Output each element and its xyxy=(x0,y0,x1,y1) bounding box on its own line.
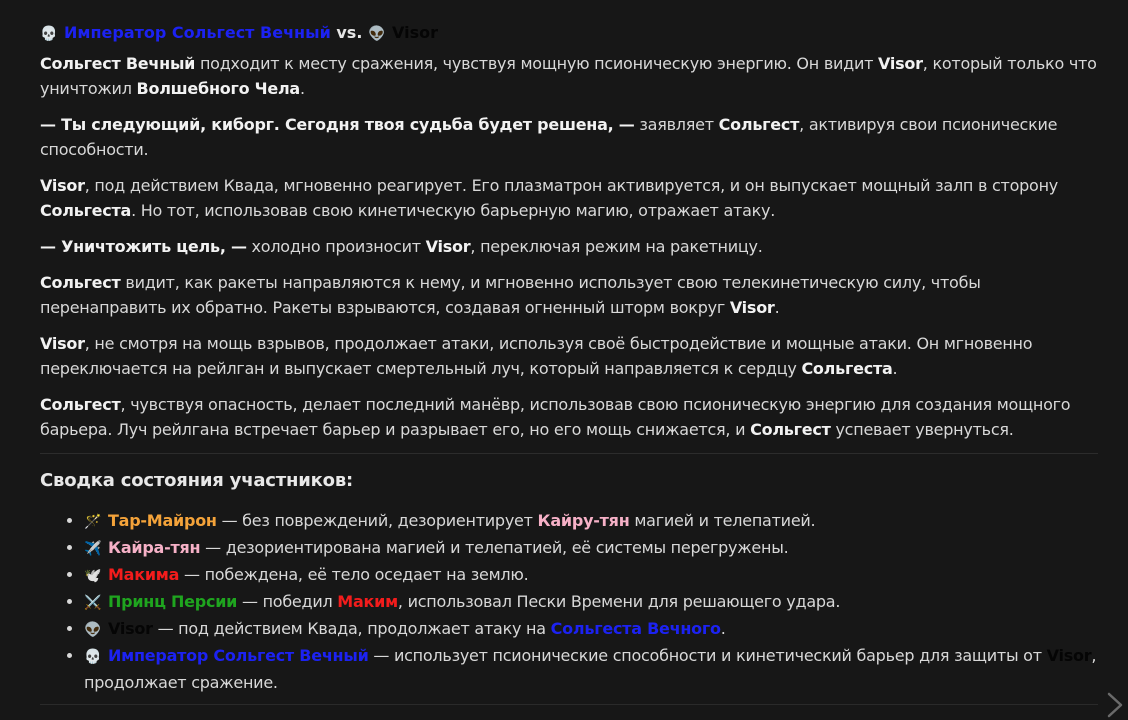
chat-message xyxy=(40,20,1098,695)
participant-name: Император Сольгест Вечный xyxy=(108,646,369,665)
narrative-paragraph xyxy=(40,173,1098,223)
text-run: холодно произносит xyxy=(246,237,426,256)
narrative xyxy=(40,51,1098,442)
text-run: , активируя свои псионические способности. xyxy=(40,115,1058,159)
summary-item xyxy=(84,616,1098,643)
airplane-icon: ✈️ xyxy=(84,541,102,557)
summary-list xyxy=(40,508,1098,695)
summary-item xyxy=(84,535,1098,562)
sword-icon: ⚔️ xyxy=(84,595,102,611)
bold-text: Волшебного Чела xyxy=(136,79,300,98)
text-run: , который только что уничтожил xyxy=(40,54,1097,98)
status-text: . xyxy=(720,619,726,638)
status-text: — дезориентирована магией и телепатией, её системы перегружены. xyxy=(200,538,789,557)
summary-item xyxy=(84,589,1098,616)
vs-label: vs. xyxy=(336,23,363,42)
status-text: — использует псионические способности и кинетический барьер для защиты от xyxy=(368,646,1047,665)
summary-item xyxy=(84,643,1098,695)
dove-icon: 🕊️ xyxy=(84,568,102,584)
bold-text: Сольгест xyxy=(40,273,121,292)
text-run: . xyxy=(299,79,305,98)
participant-name: Кайру-тян xyxy=(537,511,630,530)
bold-text: Сольгест xyxy=(750,420,831,439)
narrative-paragraph xyxy=(40,234,1098,259)
status-text: магией и телепатией. xyxy=(629,511,816,530)
status-text: — без повреждений, дезориентирует xyxy=(216,511,538,530)
bold-text: Visor xyxy=(729,298,775,317)
status-text: — под действием Квада, продолжает атаку на xyxy=(152,619,551,638)
narrative-paragraph xyxy=(40,270,1098,320)
bold-text: Сольгест xyxy=(40,395,121,414)
status-text: , продолжает сражение. xyxy=(84,646,1097,692)
status-text: , использовал Пески Времени для решающего удара. xyxy=(397,592,841,611)
bold-text: Сольгеста xyxy=(801,359,893,378)
summary-item xyxy=(84,508,1098,535)
chevron-right-icon[interactable] xyxy=(1102,690,1126,720)
alien-icon: 👽 xyxy=(368,26,386,42)
battle-header xyxy=(40,20,1098,47)
skull-icon: 💀 xyxy=(40,26,58,42)
participant-name: Кайра-тян xyxy=(108,538,201,557)
magic-wand-icon: 🪄 xyxy=(84,514,102,530)
bold-text: — Ты следующий, киборг. Сегодня твоя судьба будет решена, — xyxy=(40,115,635,134)
bold-text: — Уничтожить цель, — xyxy=(40,237,247,256)
text-run: подходит к месту сражения, чувствуя мощную псионическую энергию. Он видит xyxy=(195,54,879,73)
fighter-right-name: Visor xyxy=(391,23,438,42)
text-run: . xyxy=(774,298,780,317)
status-text: — побеждена, её тело оседает на землю. xyxy=(179,565,529,584)
narrative-paragraph xyxy=(40,51,1098,101)
section-divider xyxy=(40,453,1098,454)
text-run: . Но тот, использовав свою кинетическую барьерную магию, отражает атаку. xyxy=(131,201,776,220)
status-text: — победил xyxy=(237,592,338,611)
bold-text: Сольгест xyxy=(718,115,800,134)
bottom-divider xyxy=(40,704,1098,705)
fighter-left-name: Император Сольгест Вечный xyxy=(64,23,331,42)
narrative-paragraph xyxy=(40,112,1098,162)
narrative-paragraph xyxy=(40,392,1098,442)
skull-icon: 💀 xyxy=(84,649,102,665)
participant-name: Принц Персии xyxy=(108,592,238,611)
participant-name: Сольгеста Вечного xyxy=(550,619,721,638)
bold-text: Visor xyxy=(425,237,471,256)
text-run: , под действием Квада, мгновенно реагирует. Его плазматрон активируется, и он выпускает мощный залп в сторону xyxy=(84,176,1059,195)
text-run: , чувствуя опасность, делает последний манёвр, использовав свою псионическую энергию для создания мощного барьера. Луч рейлгана встречает барьер и разрывает его, но его мощь снижается, и xyxy=(40,395,1071,439)
text-run: , не смотря на мощь взрывов, продолжает атаки, используя своё быстродействие и мощные атаки. Он мгновенно переключается на рейлган и выпускает смертельный луч, который направляется к сердцу xyxy=(40,334,1033,378)
summary-item xyxy=(84,562,1098,589)
participant-name: Макима xyxy=(108,565,180,584)
bold-text: Visor xyxy=(878,54,923,73)
text-run: видит, как ракеты направляются к нему, и мгновенно использует свою телекинетическую силу, чтобы перенаправить их обратно. Ракеты взрываются, создавая огненный шторм вокруг xyxy=(40,273,981,317)
text-run: , переключая режим на ракетницу. xyxy=(470,237,763,256)
alien-icon: 👽 xyxy=(84,622,102,638)
text-run: успевает увернуться. xyxy=(830,420,1014,439)
bold-text: Сольгеста xyxy=(40,201,132,220)
participant-name: Visor xyxy=(108,619,153,638)
participant-name: Тар-Майрон xyxy=(108,511,217,530)
narrative-paragraph xyxy=(40,331,1098,381)
bold-text: Visor xyxy=(40,176,85,195)
bold-text: Visor xyxy=(40,334,85,353)
text-run: заявляет xyxy=(634,115,719,134)
text-run: . xyxy=(892,359,898,378)
participant-name: Маким xyxy=(337,592,398,611)
participant-name: Visor xyxy=(1046,646,1092,665)
summary-heading: Сводка состояния участников: xyxy=(40,470,354,491)
bold-text: Сольгест Вечный xyxy=(40,54,196,73)
